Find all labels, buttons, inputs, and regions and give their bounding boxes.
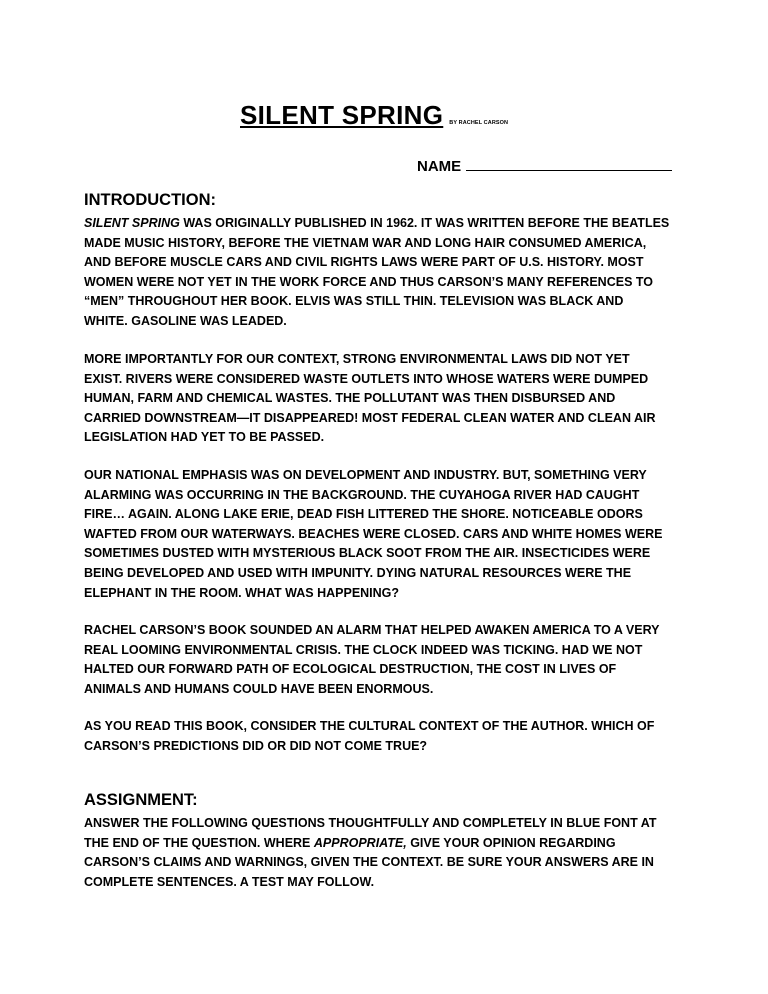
paragraph-line: CARRIED DOWNSTREAM—IT DISAPPEARED! MOST FEDERAL CLEAN WATER AND CLEAN AIR: [84, 410, 656, 425]
paragraph-line: AS YOU READ THIS BOOK, CONSIDER THE CULTURAL CONTEXT OF THE AUTHOR. WHICH OF: [84, 719, 655, 733]
introduction-paragraph-5: [84, 717, 694, 756]
paragraph-line: EXIST. RIVERS WERE CONSIDERED WASTE OUTLETS INTO WHOSE WATERS WERE DUMPED: [84, 371, 649, 386]
byline: BY RACHEL CARSON: [449, 120, 509, 126]
document-title: SILENT SPRING: [240, 100, 444, 130]
introduction-heading: INTRODUCTION:: [84, 191, 216, 209]
book-title-italic: SILENT SPRING: [84, 216, 180, 230]
paragraph-line: LEGISLATION HAD YET TO BE PASSED.: [84, 430, 325, 445]
paragraph-line: OUR NATIONAL EMPHASIS WAS ON DEVELOPMENT AND INDUSTRY. BUT, SOMETHING VERY: [84, 468, 647, 482]
introduction-paragraph-1: [84, 214, 694, 332]
name-field: [417, 156, 672, 175]
paragraph-line: BEING DEVELOPED AND USED WITH IMPUNITY. DYING NATURAL RESOURCES WERE THE: [84, 565, 632, 580]
paragraph-line: ANIMALS AND HUMANS COULD HAVE BEEN ENORMOUS.: [84, 681, 434, 696]
paragraph-line: THE END OF THE QUESTION. WHERE APPROPRIATE, GIVE YOUR OPINION REGARDING: [84, 835, 616, 850]
paragraph-line: HUMAN, FARM AND CHEMICAL WASTES. THE POLLUTANT WAS THEN DISBURSED AND: [84, 391, 616, 406]
paragraph-line: MORE IMPORTANTLY FOR OUR CONTEXT, STRONG ENVIRONMENTAL LAWS DID NOT YET: [84, 352, 630, 366]
paragraph-line: HALTED OUR FORWARD PATH OF ECOLOGICAL DESTRUCTION, THE COST IN LIVES OF: [84, 662, 617, 677]
paragraph-line: WHITE. GASOLINE WAS LEADED.: [84, 313, 287, 328]
assignment-heading: ASSIGNMENT:: [84, 791, 198, 809]
paragraph-line: FIRE… AGAIN. ALONG LAKE ERIE, DEAD FISH LITTERED THE SHORE. NOTICEABLE ODORS: [84, 507, 643, 522]
paragraph-line: CARSON’S CLAIMS AND WARNINGS, GIVEN THE CONTEXT. BE SURE YOUR ANSWERS ARE IN: [84, 855, 654, 870]
emphasis-appropriate: APPROPRIATE,: [313, 835, 407, 850]
assignment-paragraph: [84, 814, 694, 892]
paragraph-line: MADE MUSIC HISTORY, BEFORE THE VIETNAM WAR AND LONG HAIR CONSUMED AMERICA,: [84, 235, 647, 250]
paragraph-line: ALARMING WAS OCCURRING IN THE BACKGROUND. THE CUYAHOGA RIVER HAD CAUGHT: [84, 487, 640, 502]
paragraph-line: WOMEN WERE NOT YET IN THE WORK FORCE AND THUS CARSON’S MANY REFERENCES TO: [84, 274, 654, 289]
introduction-paragraph-3: [84, 466, 694, 603]
paragraph-line: AND BEFORE MUSCLE CARS AND CIVIL RIGHTS LAWS WERE PART OF U.S. HISTORY. MOST: [84, 255, 644, 270]
name-blank-line[interactable]: [466, 156, 672, 171]
title-row: [240, 100, 508, 131]
introduction-paragraph-4: [84, 621, 694, 699]
paragraph-line: RACHEL CARSON’S BOOK SOUNDED AN ALARM THAT HELPED AWAKEN AMERICA TO A VERY: [84, 623, 660, 637]
paragraph-line: SOMETIMES DUSTED WITH MYSTERIOUS BLACK SOOT FROM THE AIR. INSECTICIDES WERE: [84, 546, 651, 561]
paragraph-line: WAFTED FROM OUR WATERWAYS. BEACHES WERE CLOSED. CARS AND WHITE HOMES WERE: [84, 526, 663, 541]
paragraph-line: SILENT SPRING WAS ORIGINALLY PUBLISHED IN 1962. IT WAS WRITTEN BEFORE THE BEATLES: [84, 216, 670, 230]
paragraph-line: ELEPHANT IN THE ROOM. WHAT WAS HAPPENING?: [84, 585, 400, 600]
paragraph-line: REAL LOOMING ENVIRONMENTAL CRISIS. THE CLOCK INDEED WAS TICKING. HAD WE NOT: [84, 642, 643, 657]
paragraph-line: ANSWER THE FOLLOWING QUESTIONS THOUGHTFULLY AND COMPLETELY IN BLUE FONT AT: [84, 816, 657, 830]
paragraph-line: “MEN” THROUGHOUT HER BOOK. ELVIS WAS STILL THIN. TELEVISION WAS BLACK AND: [84, 294, 624, 309]
paragraph-line: COMPLETE SENTENCES. A TEST MAY FOLLOW.: [84, 874, 375, 889]
name-label: NAME: [417, 158, 462, 175]
paragraph-line: CARSON’S PREDICTIONS DID OR DID NOT COME TRUE?: [84, 738, 428, 753]
introduction-paragraph-2: [84, 350, 694, 448]
